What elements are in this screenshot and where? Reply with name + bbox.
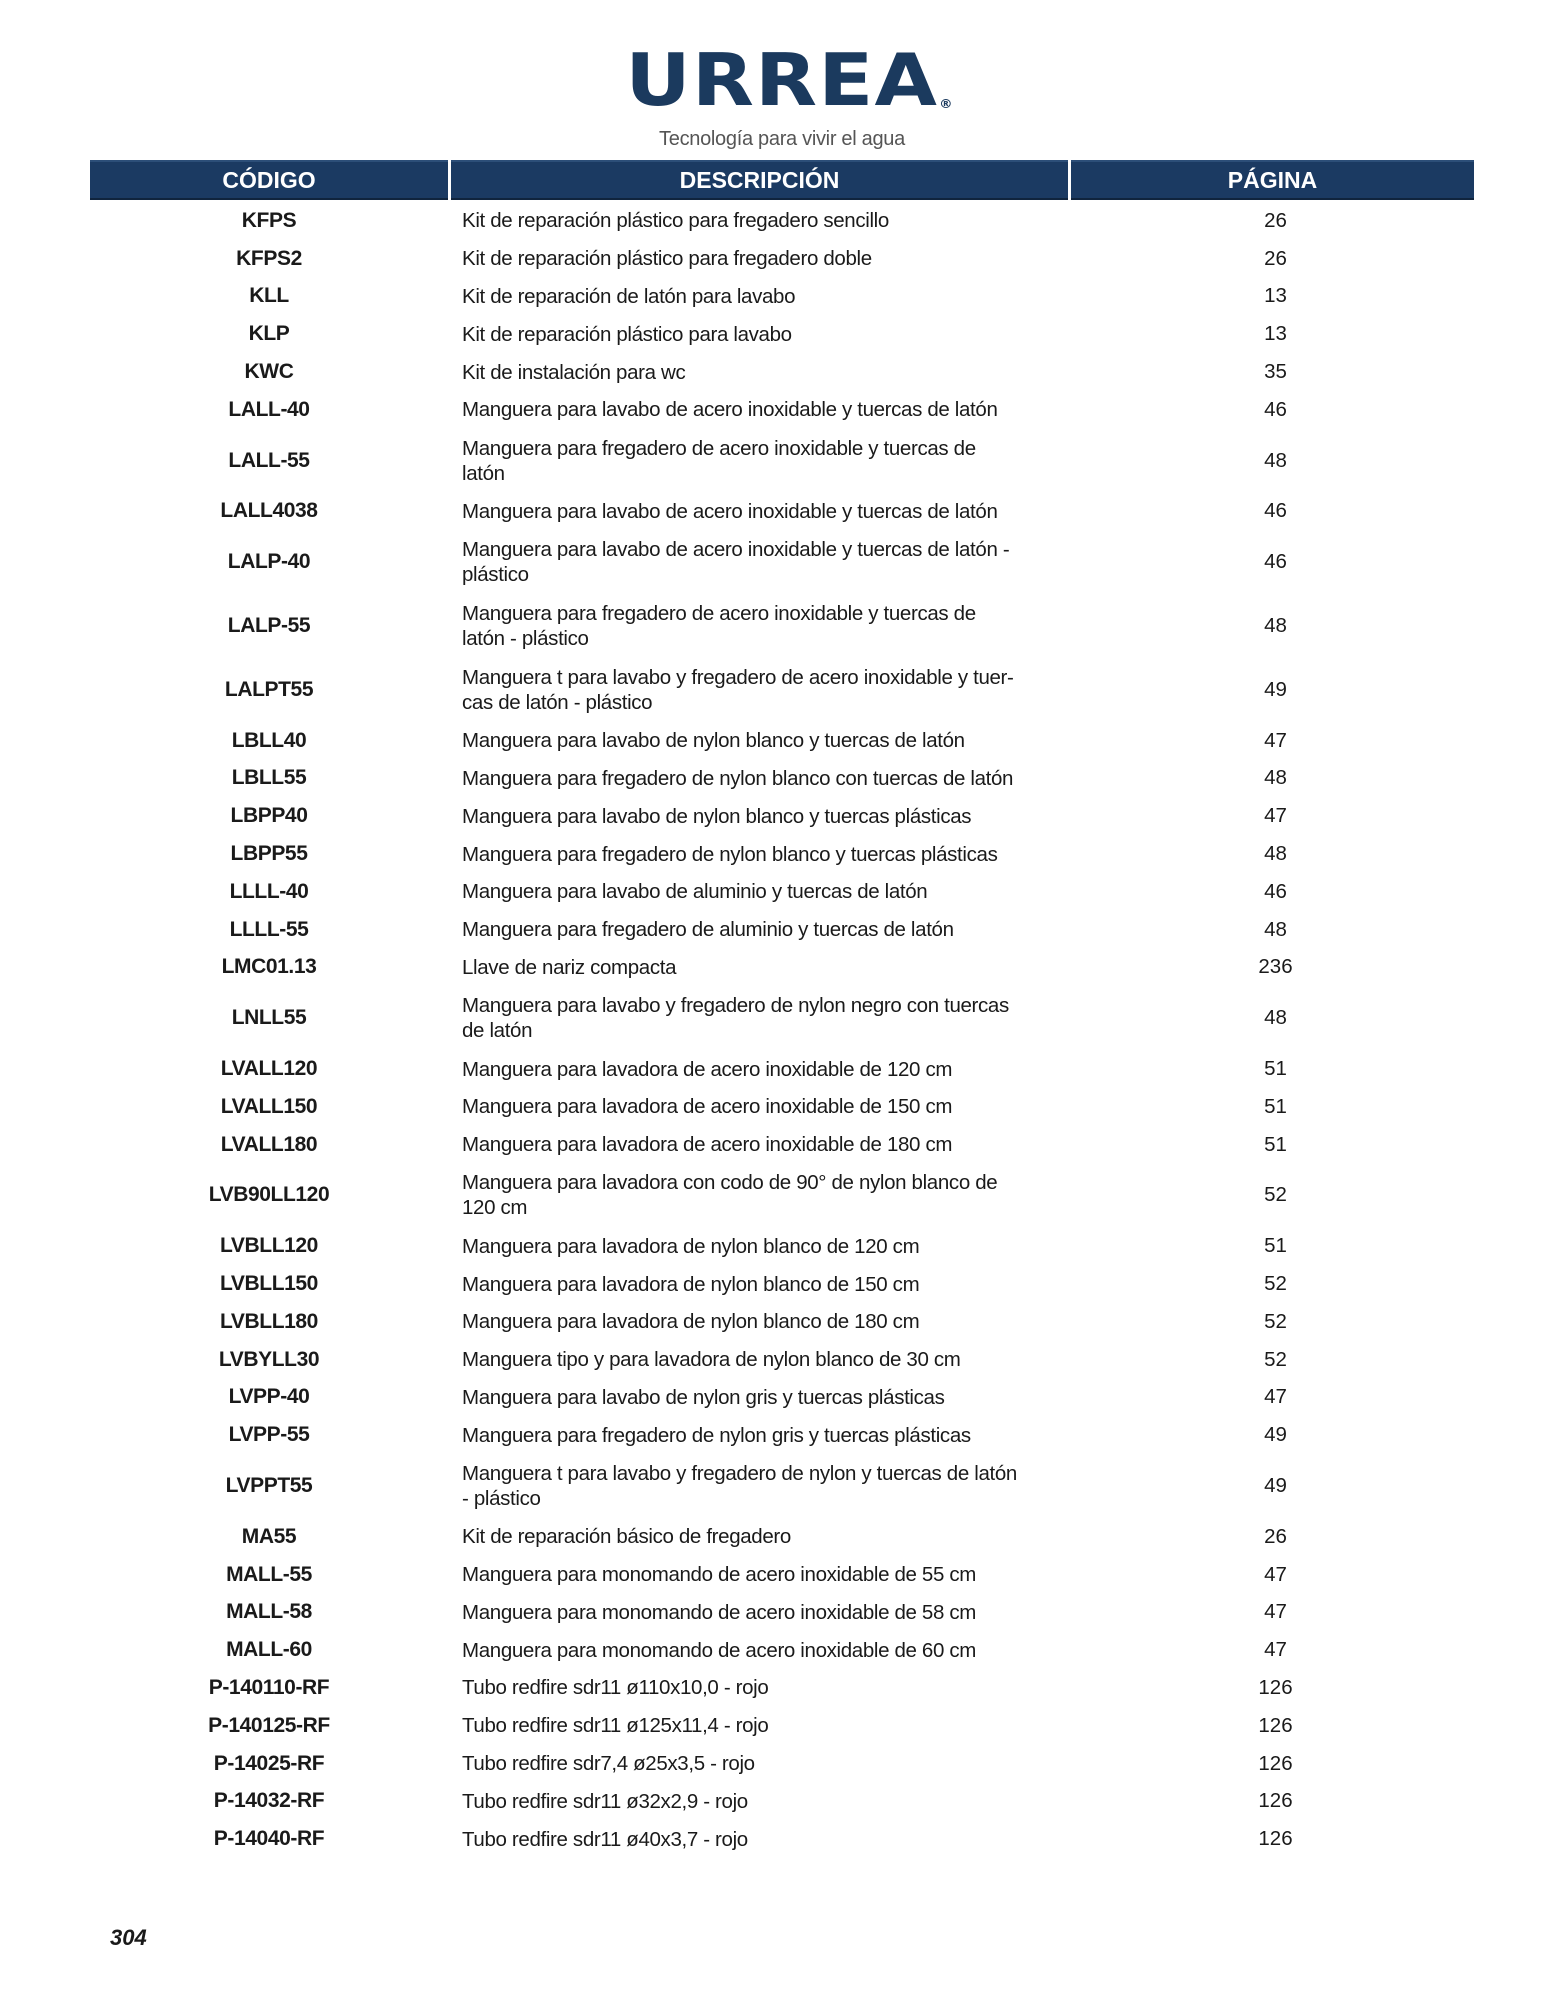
catalog-page: 52 — [1264, 1347, 1287, 1371]
product-description: Manguera para fregadero de nylon blanco con tuercas de latón — [462, 766, 1014, 790]
table-row — [90, 722, 1474, 760]
catalog-page: 51 — [1264, 1057, 1287, 1081]
table-header — [90, 160, 1474, 200]
catalog-page: 126 — [1258, 1789, 1293, 1813]
table-row — [90, 835, 1474, 873]
product-index-table — [90, 202, 1474, 1858]
table-row — [90, 1518, 1474, 1556]
catalog-page: 51 — [1264, 1132, 1287, 1156]
catalog-page: 26 — [1264, 208, 1287, 232]
product-description: Manguera para fregadero de acero inoxidable y tuercas de latón - plástico — [462, 602, 976, 651]
table-row — [90, 949, 1474, 987]
table-row — [90, 873, 1474, 911]
catalog-page: 48 — [1264, 1006, 1287, 1030]
product-code: LVB90LL120 — [208, 1183, 330, 1207]
catalog-page: 47 — [1264, 804, 1287, 828]
product-code: LVALL150 — [220, 1094, 318, 1118]
catalog-page: 48 — [1264, 614, 1287, 638]
table-row — [90, 986, 1474, 1050]
catalog-page: 48 — [1264, 766, 1287, 790]
table-row — [90, 1454, 1474, 1518]
catalog-page: 46 — [1264, 550, 1287, 574]
table-row — [90, 1707, 1474, 1745]
header-description: DESCRIPCIÓN — [451, 160, 1068, 200]
product-code: LBPP55 — [230, 842, 308, 866]
product-description: Manguera para lavabo de acero inoxidable y tuercas de latón — [462, 499, 998, 523]
catalog-page: 49 — [1264, 1474, 1287, 1497]
product-description: Manguera t para lavabo y fregadero de nylon y tuercas de latón - plástico — [462, 1462, 1017, 1510]
product-description: Manguera para fregadero de aluminio y tuercas de latón — [462, 918, 954, 942]
product-description: Manguera para lavadora de acero inoxidable de 150 cm — [462, 1095, 953, 1119]
registered-mark: ® — [939, 97, 955, 111]
product-description: Manguera para fregadero de acero inoxidable y tuercas de latón — [462, 436, 976, 485]
table-row — [90, 1341, 1474, 1379]
table-row — [90, 202, 1474, 240]
catalog-page: 236 — [1258, 955, 1293, 979]
product-code: P-140125-RF — [208, 1713, 330, 1737]
product-description: Kit de reparación básico de fregadero — [462, 1525, 791, 1549]
product-code: LALPT55 — [224, 677, 314, 701]
catalog-page: 47 — [1264, 1638, 1287, 1662]
product-description: Manguera para lavabo de nylon blanco y tuercas plásticas — [462, 804, 972, 828]
table-row — [90, 1416, 1474, 1454]
product-code: KLL — [249, 284, 289, 308]
catalog-page: 49 — [1264, 1423, 1287, 1447]
catalog-page: 48 — [1264, 917, 1287, 941]
product-code: LBLL55 — [231, 766, 307, 790]
header-page: PÁGINA — [1071, 160, 1474, 200]
product-description: Kit de reparación plástico para fregadero doble — [462, 247, 872, 271]
product-description: Llave de nariz compacta — [462, 955, 677, 979]
table-row — [90, 1164, 1474, 1228]
catalog-page: 26 — [1264, 1524, 1287, 1548]
catalog-page: 52 — [1264, 1183, 1287, 1207]
table-row — [90, 1556, 1474, 1594]
table-row — [90, 240, 1474, 278]
product-code: LLLL-55 — [229, 917, 309, 941]
table-row — [90, 911, 1474, 949]
product-code: LVALL120 — [220, 1057, 318, 1081]
product-description: Manguera para monomando de acero inoxidable de 55 cm — [462, 1563, 976, 1587]
table-row — [90, 1303, 1474, 1341]
product-code: KWC — [244, 360, 294, 384]
product-code: LVALL180 — [220, 1132, 318, 1156]
product-code: LVBLL120 — [220, 1234, 318, 1258]
product-code: LALL-40 — [228, 397, 310, 421]
catalog-page: 126 — [1258, 1713, 1293, 1737]
table-row — [90, 1594, 1474, 1632]
page-number: 304 — [110, 1925, 147, 1950]
catalog-page: 26 — [1264, 246, 1287, 270]
catalog-page: 51 — [1264, 1094, 1287, 1118]
table-row — [90, 315, 1474, 353]
product-code: LMC01.13 — [221, 955, 317, 979]
catalog-page: 46 — [1264, 879, 1287, 903]
product-code: KFPS2 — [236, 246, 302, 270]
product-description: Tubo redfire sdr11 ø32x2,9 - rojo — [462, 1789, 748, 1813]
product-description: Manguera para lavabo y fregadero de nylon negro con tuercas de latón — [462, 994, 1009, 1043]
product-description: Tubo redfire sdr11 ø40x3,7 - rojo — [462, 1827, 748, 1851]
table-row — [90, 493, 1474, 531]
catalog-page: 52 — [1264, 1272, 1287, 1296]
table-row — [90, 1379, 1474, 1417]
catalog-page: 47 — [1264, 728, 1287, 752]
product-description: Tubo redfire sdr7,4 ø25x3,5 - rojo — [462, 1752, 755, 1776]
table-row — [90, 1265, 1474, 1303]
product-description: Manguera tipo y para lavadora de nylon blanco de 30 cm — [462, 1348, 961, 1372]
product-code: LVBYLL30 — [218, 1347, 320, 1371]
table-row — [90, 278, 1474, 316]
table-row — [90, 797, 1474, 835]
product-description: Tubo redfire sdr11 ø110x10,0 - rojo — [462, 1676, 769, 1700]
product-description: Kit de reparación de latón para lavabo — [462, 284, 796, 308]
product-description: Kit de reparación plástico para fregadero sencillo — [462, 209, 889, 233]
product-description: Manguera para lavabo de nylon gris y tuercas plásticas — [462, 1385, 945, 1409]
product-description: Manguera para lavadora de acero inoxidable de 180 cm — [462, 1133, 953, 1157]
catalog-page: 49 — [1264, 677, 1287, 701]
table-row — [90, 1782, 1474, 1820]
catalog-page: 126 — [1258, 1827, 1293, 1851]
product-description: Manguera para lavabo de aluminio y tuercas de latón — [462, 880, 928, 904]
product-description: Manguera para lavabo de acero inoxidable y tuercas de latón — [462, 398, 998, 422]
product-code: MALL-60 — [226, 1638, 312, 1662]
table-row — [90, 530, 1474, 594]
catalog-page: 126 — [1258, 1751, 1293, 1775]
product-description: Manguera para lavadora de nylon blanco de 180 cm — [462, 1310, 920, 1334]
product-code: LALL-55 — [228, 448, 310, 472]
product-code: LVBLL150 — [220, 1272, 318, 1296]
table-row — [90, 1820, 1474, 1858]
product-description: Manguera para fregadero de nylon gris y tuercas plásticas — [462, 1423, 971, 1447]
catalog-page: 47 — [1264, 1385, 1287, 1409]
product-code: LVPP-55 — [228, 1423, 310, 1447]
catalog-page: 13 — [1264, 322, 1287, 346]
product-code: LBLL40 — [231, 728, 307, 752]
product-description: Manguera para lavabo de nylon blanco y tuercas de latón — [462, 729, 965, 753]
brand-logo — [0, 38, 1564, 151]
table-row — [90, 1050, 1474, 1088]
product-code: LALP-40 — [227, 550, 311, 574]
product-code: P-14032-RF — [213, 1789, 325, 1813]
product-code: LALL4038 — [220, 499, 318, 523]
catalog-page: 48 — [1264, 448, 1287, 472]
product-code: LBPP40 — [230, 804, 308, 828]
product-code: MALL-55 — [226, 1562, 312, 1586]
catalog-page: 51 — [1264, 1234, 1287, 1258]
product-code: KFPS — [241, 208, 297, 232]
catalog-page: 52 — [1264, 1309, 1287, 1333]
table-row — [90, 1088, 1474, 1126]
catalog-page: 48 — [1264, 842, 1287, 866]
catalog-page: 35 — [1264, 360, 1287, 384]
product-code: LVPP-40 — [228, 1385, 310, 1409]
table-row — [90, 594, 1474, 658]
logo-wordmark — [625, 38, 955, 122]
catalog-page: 46 — [1264, 397, 1287, 421]
product-code: LVBLL180 — [220, 1309, 318, 1333]
catalog-page: 47 — [1264, 1600, 1287, 1624]
product-description: Manguera para lavadora de nylon blanco de 150 cm — [462, 1272, 920, 1296]
product-description: Kit de reparación plástico para lavabo — [462, 322, 792, 346]
product-description: Manguera para lavadora de acero inoxidable de 120 cm — [462, 1057, 953, 1081]
catalog-page: 46 — [1264, 499, 1287, 523]
product-code: P-140110-RF — [208, 1675, 330, 1699]
table-row — [90, 1126, 1474, 1164]
product-code: LLLL-40 — [229, 879, 309, 903]
table-row — [90, 658, 1474, 722]
product-description: Kit de instalación para wc — [462, 360, 686, 384]
product-description: Manguera para monomando de acero inoxidable de 58 cm — [462, 1600, 976, 1624]
product-code: MALL-58 — [226, 1600, 312, 1624]
logo-tagline: Tecnología para vivir el agua — [659, 128, 905, 150]
table-row — [90, 760, 1474, 798]
product-description: Manguera para lavadora con codo de 90° de nylon blanco de 120 cm — [462, 1171, 998, 1220]
catalog-page: 13 — [1264, 284, 1287, 308]
table-row — [90, 1227, 1474, 1265]
table-row — [90, 353, 1474, 391]
product-description: Manguera para fregadero de nylon blanco y tuercas plásticas — [462, 842, 998, 866]
catalog-page: 47 — [1264, 1562, 1287, 1586]
product-description: Manguera para lavabo de acero inoxidable y tuercas de latón - plástico — [462, 538, 1010, 587]
product-code: LNLL55 — [231, 1006, 307, 1030]
product-description: Manguera para lavadora de nylon blanco de 120 cm — [462, 1234, 920, 1258]
product-code: LVPPT55 — [225, 1474, 313, 1497]
table-row — [90, 1669, 1474, 1707]
product-code: P-14025-RF — [213, 1751, 325, 1775]
header-code: CÓDIGO — [90, 160, 448, 200]
product-code: MA55 — [241, 1524, 297, 1548]
product-description: Tubo redfire sdr11 ø125x11,4 - rojo — [462, 1714, 769, 1738]
logo-brand: URREA — [625, 38, 939, 122]
product-description: Manguera para monomando de acero inoxidable de 60 cm — [462, 1638, 976, 1662]
product-code: KLP — [248, 322, 290, 346]
table-row — [90, 391, 1474, 429]
catalog-page: 126 — [1258, 1675, 1293, 1699]
table-row — [90, 429, 1474, 493]
table-row — [90, 1745, 1474, 1783]
table-row — [90, 1631, 1474, 1669]
product-code: P-14040-RF — [213, 1827, 325, 1851]
product-description: Manguera t para lavabo y fregadero de acero inoxidable y tuer- cas de latón - plástico — [462, 665, 1014, 714]
product-code: LALP-55 — [227, 614, 311, 638]
